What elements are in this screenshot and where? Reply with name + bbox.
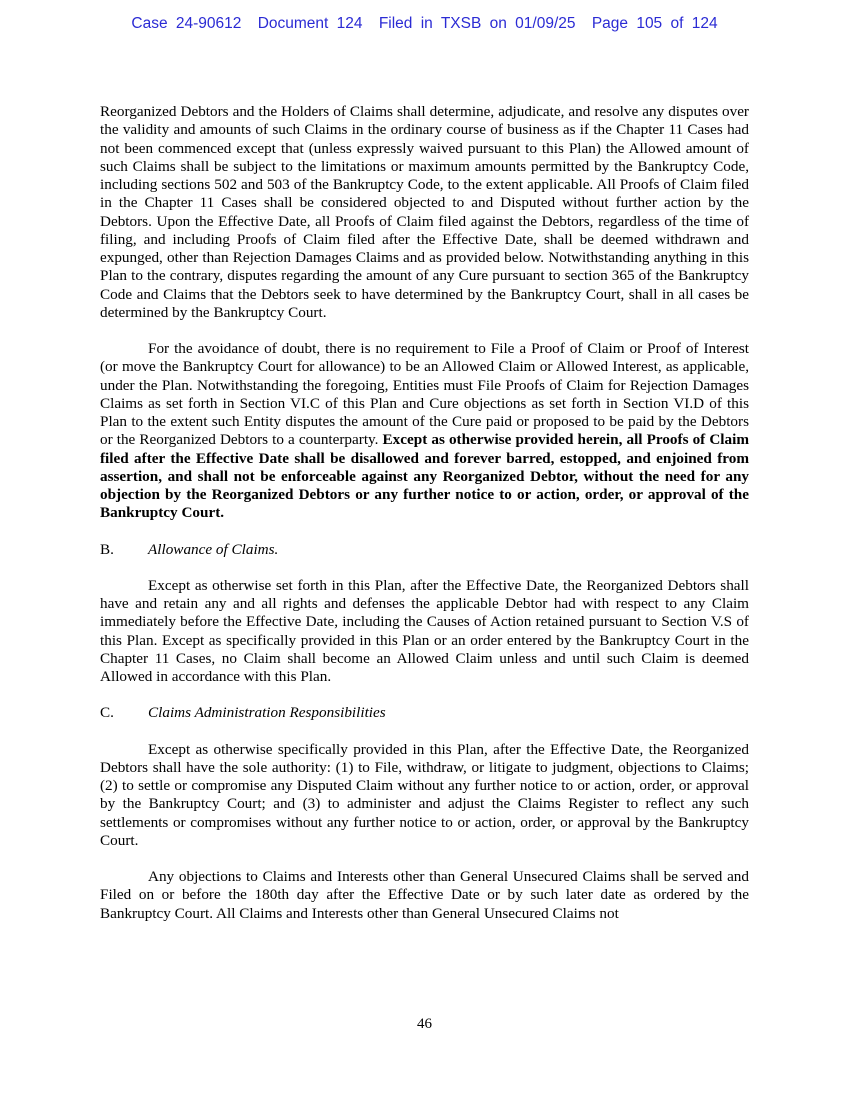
paragraph-objections: Any objections to Claims and Interests other than General Unsecured Claims shall be served and Filed on or before the 180th day after the Effective Date or by such later date as ordered by the Bankruptcy Court. All Claims and Interests other than General Unsecured Claims not (100, 868, 749, 922)
section-letter: B. (100, 540, 114, 558)
section-heading-b (100, 541, 749, 559)
page-number: 46 (417, 1016, 432, 1032)
filing-info: Filed in TXSB on 01/09/25 (378, 15, 576, 32)
paragraph-claims-resolution: Reorganized Debtors and the Holders of Claims shall determine, adjudicate, and resolve any disputes over the validity and amounts of such Claims in the ordinary course of business as if the Chapter 11 Cases had not been commenced except that (unless expressly waived pursuant to this Plan) the Allowed amount of such Claims shall be subject to the limitations or maximum amounts permitted by the Bankruptcy Code, including sections 502 and 503 of the Bankruptcy Code, to the extent applicable. All Proofs of Claim filed in the Chapter 11 Cases shall be considered objected to and Disputed without further action by the Debtors. Upon the Effective Date, all Proofs of Claim filed against the Debtors, regardless of the time of filing, and including Proofs of Claim filed after the Effective Date, shall be deemed withdrawn and expunged, other than Rejection Damages Claims and as provided below. Notwithstanding anything in this Plan to the contrary, disputes regarding the amount of any Cure pursuant to section 365 of the Bankruptcy Code and Claims that the Debtors seek to have determined by the Bankruptcy Court, shall in all cases be determined by the Bankruptcy Court. (100, 103, 749, 321)
section-letter: C. (100, 704, 114, 722)
filing-header (0, 15, 849, 33)
paragraph-allowance: Except as otherwise set forth in this Plan, after the Effective Date, the Reorganized Debtors shall have and retain any and all rights and defenses the applicable Debtor had with respect to any Claim immediately before the Effective Date, including the Causes of Action retained pursuant to Section V.S of this Plan. Except as specifically provided in this Plan or an order entered by the Bankruptcy Court in the Chapter 11 Cases, no Claim shall become an Allowed Claim unless and until such Claim is deemed Allowed in accordance with this Plan. (100, 576, 749, 685)
paragraph-administration: Except as otherwise specifically provided in this Plan, after the Effective Date, the Reorganized Debtors shall have the sole authority: (1) to File, withdraw, or litigate to judgment, objections to Claims; (2) to settle or compromise any Disputed Claim without any further notice to or action, order, or approval by the Bankruptcy Court; and (3) to administer and adjust the Claims Register to reflect any such settlements or compromises without any further notice to or action, order, or approval by the Bankruptcy Court. (100, 740, 749, 849)
section-heading-c (100, 704, 749, 722)
section-title: Claims Administration Responsibilities (148, 704, 386, 722)
paragraph-text: For the avoidance of doubt, there is no requirement to File a Proof of Claim or Proof of Interest (or move the Bankruptcy Court for allowance) to be an Allowed Claim or Allowed Interest, as applicable, under the Plan. Notwithstanding the foregoing, Entities must File Proofs of Claim for Rejection Damages Claims as set forth in Section VI.C of this Plan and Cure objections as set forth in Section VI.D of this Plan to the extent such Entity disputes the amount of the Cure paid or proposed to be paid by the Debtors or the Reorganized Debtors to a counterparty. (100, 340, 749, 449)
section-title: Allowance of Claims. (148, 540, 279, 558)
page-indicator: Page 105 of 124 (591, 15, 718, 32)
case-number: Case 24-90612 (131, 15, 242, 32)
bold-bar-notice: Except as otherwise provided herein, all Proofs of Claim filed after the Effective Date shall be disallowed and forever barred, estopped, and enjoined from assertion, and shall not be enforceable against any Reorganized Debtor, without the need for any objection by the Reorganized Debtors or any further notice to or action, order, or approval of the Bankruptcy Court. (100, 431, 749, 522)
document-number: Document 124 (257, 15, 363, 32)
document-body (100, 103, 749, 923)
paragraph-avoidance-of-doubt (100, 340, 749, 523)
